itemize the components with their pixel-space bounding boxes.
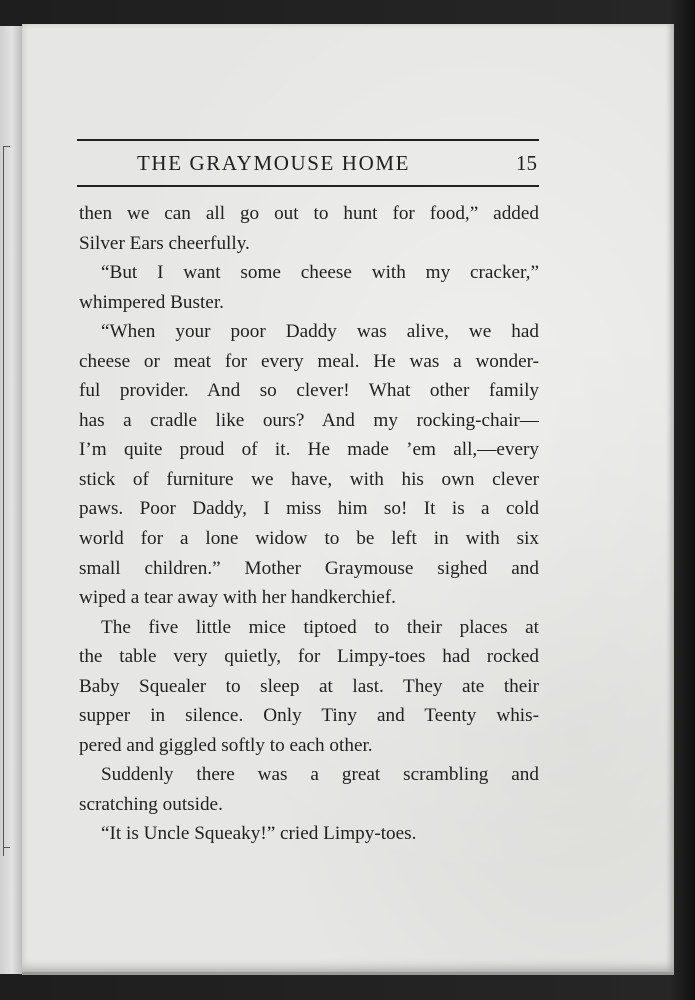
text-line: “But I want some cheese with my cracker,” — [101, 262, 539, 284]
text-line: stick of furniture we have, with his own clever — [79, 468, 539, 490]
text-line: the table very quietly, for Limpy-toes had rocked — [79, 646, 539, 668]
text-line: ful provider. And so clever! What other family — [79, 380, 539, 402]
text-line: whimpered Buster. — [79, 291, 224, 313]
previous-page-rule-lower — [3, 796, 10, 856]
page-number: 15 — [516, 151, 537, 175]
text-line: The five little mice tiptoed to their places at — [101, 616, 539, 638]
text-line: “When your poor Daddy was alive, we had — [101, 321, 539, 343]
text-line: scratching outside. — [79, 793, 223, 815]
text-line: small children.” Mother Graymouse sighed and — [79, 557, 539, 579]
text-line: world for a lone widow to be left in with six — [79, 528, 539, 550]
text-line: Baby Squealer to sleep at last. They ate their — [79, 675, 539, 697]
text-line: Suddenly there was a great scrambling and — [101, 764, 539, 786]
previous-page-edge — [0, 26, 23, 974]
text-line: paws. Poor Daddy, I miss him so! It is a cold — [79, 498, 539, 520]
text-line: has a cradle like ours? And my rocking-chair— — [79, 409, 539, 431]
text-line: cheese or meat for every meal. He was a wonder- — [79, 350, 539, 372]
text-line: pered and giggled softly to each other. — [79, 734, 373, 756]
running-header — [77, 139, 539, 187]
text-line: supper in silence. Only Tiny and Teenty whis- — [79, 705, 539, 727]
text-line: Silver Ears cheerfully. — [79, 232, 250, 254]
text-line: I’m quite proud of it. He made ’em all,—every — [79, 439, 539, 461]
text-line: “It is Uncle Squeaky!” cried Limpy-toes. — [101, 823, 417, 845]
text-line: wiped a tear away with her handkerchief. — [79, 587, 396, 609]
book-page — [22, 24, 674, 975]
previous-page-rule — [3, 146, 10, 848]
text-line: then we can all go out to hunt for food,” added — [79, 203, 539, 224]
body-text — [79, 199, 539, 849]
running-header-title: THE GRAYMOUSE HOME — [137, 151, 411, 175]
